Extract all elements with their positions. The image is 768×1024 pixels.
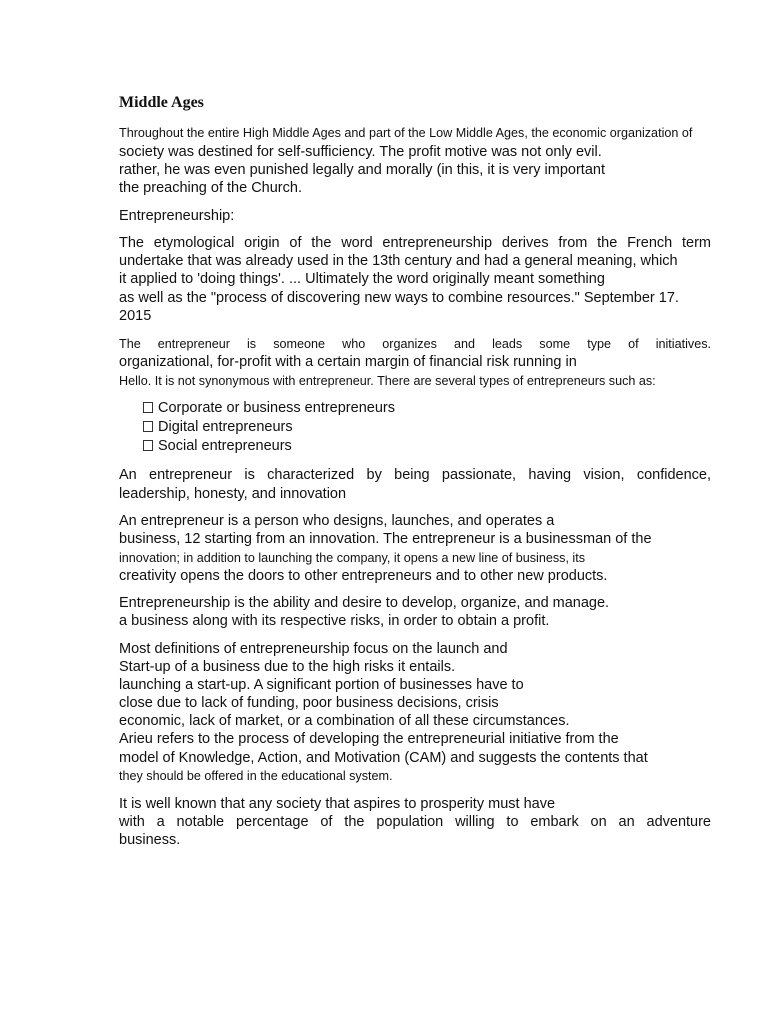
paragraph-line: Entrepreneurship is the ability and desire to develop, organize, and manage. [119,595,610,611]
paragraph-line: model of Knowledge, Action, and Motivation (CAM) and suggests the contents that [119,750,648,766]
paragraph-line: business. [119,832,181,848]
paragraph-line: Hello. It is not synonymous with entrepreneur. There are several types of entrepreneurs such as: [119,374,656,388]
paragraph-line: with a notable percentage of the population willing to embark on an adventure [119,814,711,830]
paragraph-line: Start-up of a business due to the high risks it entails. [119,659,456,675]
paragraph-line: as well as the "process of discovering new ways to combine resources." September 17. [119,290,679,306]
paragraph-line: the preaching of the Church. [119,180,302,196]
paragraph-line: innovation; in addition to launching the company, it opens a new line of business, its [119,551,586,565]
paragraph-line: it applied to 'doing things'. ... Ultimately the word originally meant something [119,271,605,287]
paragraph-line: society was destined for self-sufficiency. The profit motive was not only evil. [119,144,602,160]
paragraph-line: Arieu refers to the process of developing the entrepreneurial initiative from the [119,731,619,747]
paragraph-line: economic, lack of market, or a combination of all these circumstances. [119,713,570,729]
list-item [143,437,292,455]
list-item-label: Social entrepreneurs [158,438,292,454]
paragraph-line: Throughout the entire High Middle Ages and part of the Low Middle Ages, the economic organization of [119,126,693,140]
checkbox-glyph-icon [143,421,153,432]
paragraph-line: An entrepreneur is characterized by being passionate, having vision, confidence, [119,467,711,483]
paragraph-line: a business along with its respective risks, in order to obtain a profit. [119,613,550,629]
paragraph-line: business, 12 starting from an innovation. The entrepreneur is a businessman of the [119,531,652,547]
list-item [143,399,395,417]
paragraph-line: An entrepreneur is a person who designs, launches, and operates a [119,513,555,529]
paragraph-line: 2015 [119,308,152,324]
paragraph-line: undertake that was already used in the 13th century and had a general meaning, which [119,253,678,269]
checkbox-glyph-icon [143,402,153,413]
section-heading: Entrepreneurship: [119,208,235,224]
paragraph-line: organizational, for-profit with a certain margin of financial risk running in [119,354,577,370]
list-item-label: Digital entrepreneurs [158,419,293,435]
paragraph-line: rather, he was even punished legally and morally (in this, it is very important [119,162,605,178]
checkbox-glyph-icon [143,440,153,451]
paragraph-line: The entrepreneur is someone who organizes and leads some type of initiatives. [119,337,711,351]
list-item [143,418,293,436]
list-item-label: Corporate or business entrepreneurs [158,400,395,416]
paragraph-line: leadership, honesty, and innovation [119,486,347,502]
paragraph-line: launching a start-up. A significant portion of businesses have to [119,677,524,693]
paragraph-line: creativity opens the doors to other entrepreneurs and to other new products. [119,568,608,584]
paragraph-line: It is well known that any society that aspires to prosperity must have [119,796,556,812]
paragraph-line: The etymological origin of the word entrepreneurship derives from the French term [119,235,711,251]
paragraph-line: they should be offered in the educational system. [119,769,393,783]
page-title: Middle Ages [119,94,204,111]
paragraph-line: close due to lack of funding, poor business decisions, crisis [119,695,499,711]
paragraph-line: Most definitions of entrepreneurship focus on the launch and [119,641,508,657]
